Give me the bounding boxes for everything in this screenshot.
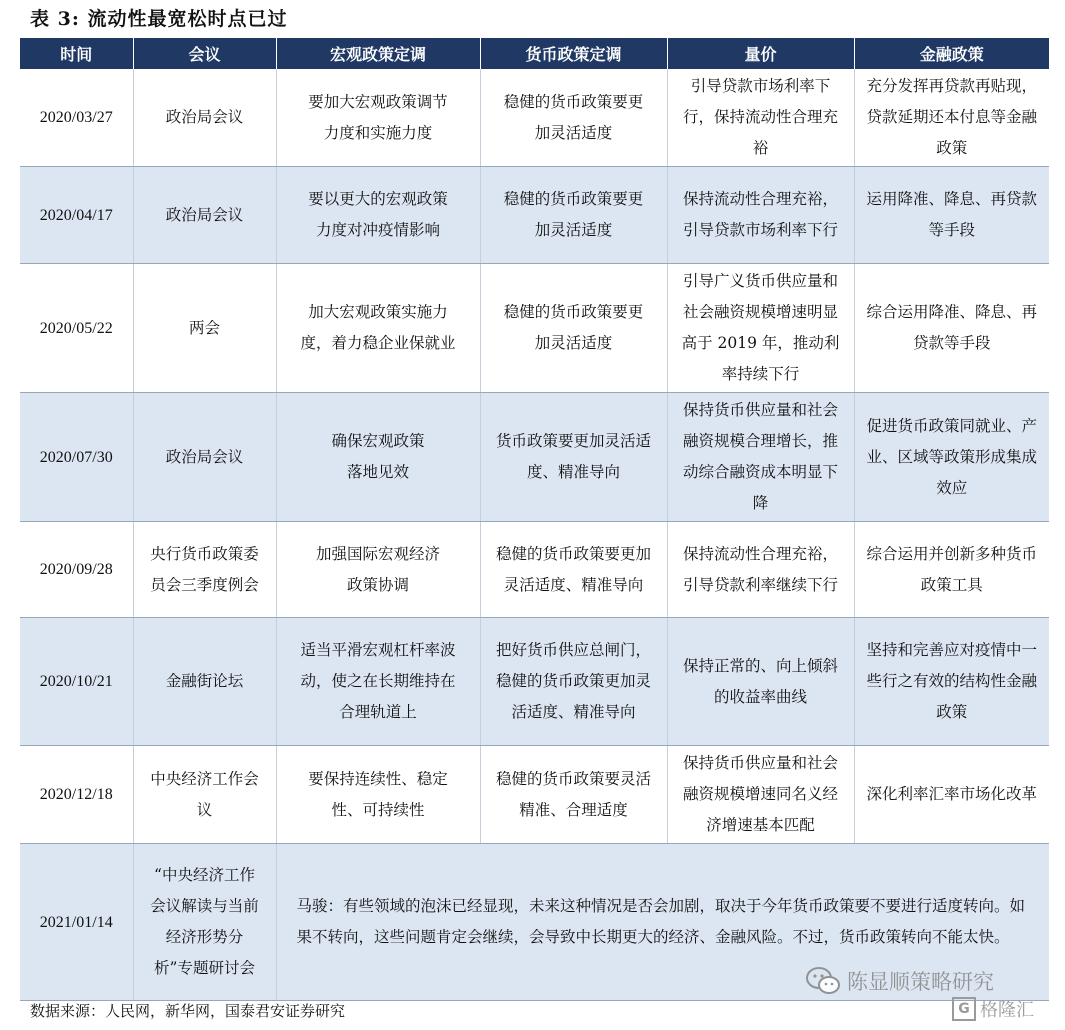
cell-date: 2020/10/21 xyxy=(20,618,133,746)
cell-meeting: 中央经济工作会议 xyxy=(133,746,276,844)
cell-volume-price: 保持货币供应量和社会融资规模增速同名义经济增速基本匹配 xyxy=(667,746,854,844)
cell-volume-price: 保持货币供应量和社会融资规模合理增长，推动综合融资成本明显下降 xyxy=(667,393,854,522)
table-row xyxy=(20,264,1049,393)
table-row xyxy=(20,69,1049,167)
cell-date: 2020/05/22 xyxy=(20,264,133,393)
cell-volume-price: 保持流动性合理充裕，引导贷款市场利率下行 xyxy=(667,167,854,264)
cell-monetary-policy: 稳健的货币政策要更加灵活适度 xyxy=(480,167,667,264)
header-monetary-policy: 货币政策定调 xyxy=(480,38,667,69)
cell-monetary-policy: 货币政策要更加灵活适度、精准导向 xyxy=(480,393,667,522)
cell-macro-policy: 要加大宏观政策调节力度和实施力度 xyxy=(276,69,480,167)
cell-volume-price: 保持正常的、向上倾斜的收益率曲线 xyxy=(667,618,854,746)
cell-macro-policy: 加强国际宏观经济政策协调 xyxy=(276,522,480,618)
gelonghui-text: 格隆汇 xyxy=(980,1000,1034,1021)
cell-volume-price: 保持流动性合理充裕，引导贷款利率继续下行 xyxy=(667,522,854,618)
cell-monetary-policy: 稳健的货币政策要灵活精准、合理适度 xyxy=(480,746,667,844)
cell-monetary-policy: 把好货币供应总闸门，稳健的货币政策更加灵活适度、精准导向 xyxy=(480,618,667,746)
cell-monetary-policy: 稳健的货币政策要更加灵活适度、精准导向 xyxy=(480,522,667,618)
cell-volume-price: 引导广义货币供应量和社会融资规模增速明显高于 2019 年，推动利率持续下行 xyxy=(667,264,854,393)
policy-table xyxy=(20,38,1049,1001)
cell-date: 2020/07/30 xyxy=(20,393,133,522)
cell-date: 2021/01/14 xyxy=(20,844,133,1001)
table-row xyxy=(20,167,1049,264)
table-row xyxy=(20,618,1049,746)
watermark-text: 陈显顺策略研究 xyxy=(847,970,994,994)
cell-meeting: 政治局会议 xyxy=(133,167,276,264)
cell-financial-policy: 运用降准、降息、再贷款等手段 xyxy=(854,167,1049,264)
header-macro-policy: 宏观政策定调 xyxy=(276,38,480,69)
gelonghui-logo-icon: G xyxy=(952,997,976,1021)
cell-macro-policy: 要保持连续性、稳定性、可持续性 xyxy=(276,746,480,844)
cell-meeting: 政治局会议 xyxy=(133,69,276,167)
cell-macro-policy: 加大宏观政策实施力度，着力稳企业保就业 xyxy=(276,264,480,393)
cell-financial-policy: 充分发挥再贷款再贴现，贷款延期还本付息等金融政策 xyxy=(854,69,1049,167)
cell-monetary-policy: 稳健的货币政策要更加灵活适度 xyxy=(480,264,667,393)
cell-macro-policy: 适当平滑宏观杠杆率波动，使之在长期维持在合理轨道上 xyxy=(276,618,480,746)
header-financial-policy: 金融政策 xyxy=(854,38,1049,69)
cell-meeting: “中央经济工作会议解读与当前经济形势分析”专题研讨会 xyxy=(133,844,276,1001)
cell-meeting: 两会 xyxy=(133,264,276,393)
cell-date: 2020/09/28 xyxy=(20,522,133,618)
cell-meeting: 政治局会议 xyxy=(133,393,276,522)
cell-monetary-policy: 稳健的货币政策要更加灵活适度 xyxy=(480,69,667,167)
cell-financial-policy: 综合运用并创新多种货币政策工具 xyxy=(854,522,1049,618)
table-row xyxy=(20,746,1049,844)
cell-volume-price: 引导贷款市场利率下行，保持流动性合理充裕 xyxy=(667,69,854,167)
cell-financial-policy: 综合运用降准、降息、再贷款等手段 xyxy=(854,264,1049,393)
table-row xyxy=(20,522,1049,618)
cell-financial-policy: 促进货币政策同就业、产业、区域等政策形成集成效应 xyxy=(854,393,1049,522)
wechat-watermark xyxy=(805,966,994,996)
cell-date: 2020/12/18 xyxy=(20,746,133,844)
wechat-icon xyxy=(805,966,841,996)
header-date: 时间 xyxy=(20,38,133,69)
cell-financial-policy: 深化利率汇率市场化改革 xyxy=(854,746,1049,844)
cell-financial-policy: 坚持和完善应对疫情中一些行之有效的结构性金融政策 xyxy=(854,618,1049,746)
cell-merged-content: 马骏：有些领域的泡沫已经显现，未来这种情况是否会加剧，取决于今年货币政策要不要进行适度转向。如果不转向，这些问题肯定会继续，会导致中长期更大的经济、金融风险。不过，货币政策转向不能太快。 xyxy=(276,844,1049,1001)
table-row xyxy=(20,393,1049,522)
header-meeting: 会议 xyxy=(133,38,276,69)
cell-meeting: 金融街论坛 xyxy=(133,618,276,746)
cell-date: 2020/04/17 xyxy=(20,167,133,264)
gelonghui-watermark xyxy=(952,996,1034,1022)
cell-meeting: 央行货币政策委员会三季度例会 xyxy=(133,522,276,618)
cell-macro-policy: 要以更大的宏观政策力度对冲疫情影响 xyxy=(276,167,480,264)
header-volume-price: 量价 xyxy=(667,38,854,69)
cell-macro-policy: 确保宏观政策落地见效 xyxy=(276,393,480,522)
table-title: 表 3: 流动性最宽松时点已过 xyxy=(30,8,288,30)
data-source-note: 数据来源：人民网，新华网，国泰君安证券研究 xyxy=(30,1002,346,1020)
header-row xyxy=(20,38,1049,69)
cell-date: 2020/03/27 xyxy=(20,69,133,167)
